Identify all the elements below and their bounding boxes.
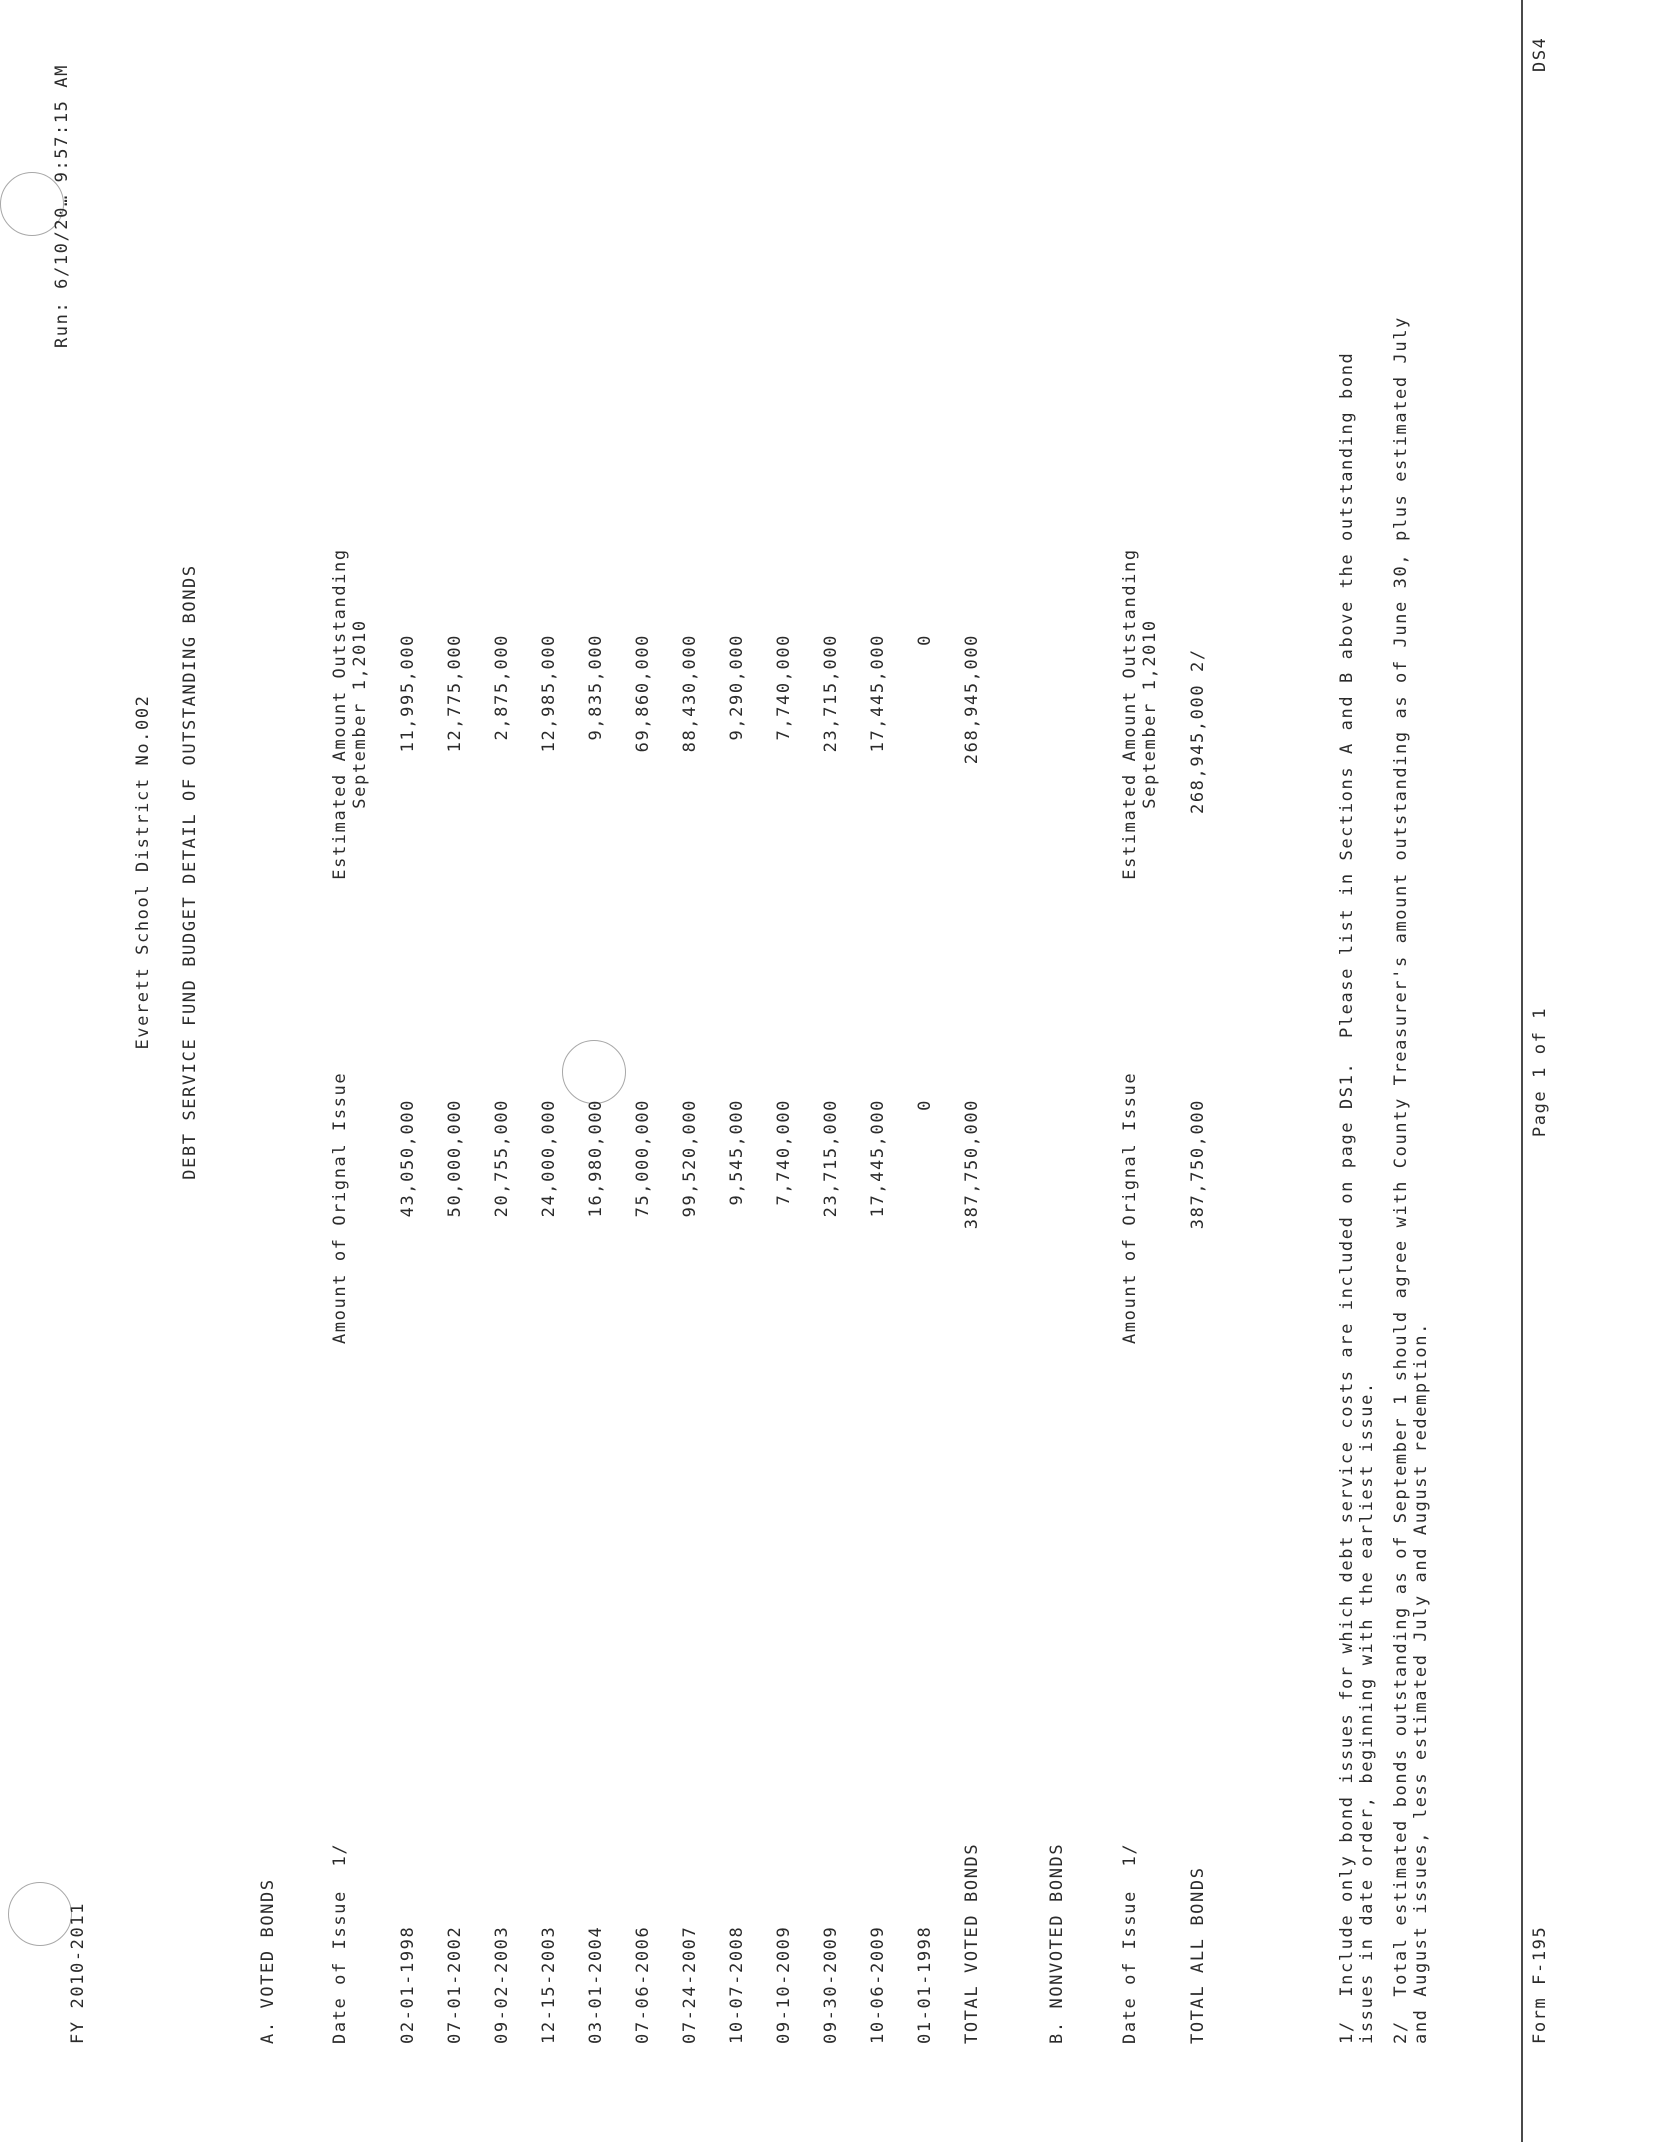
issue-date: 02-01-1998 [398, 1925, 418, 2044]
col-outstanding-header-date-b: September 1,2010 [1140, 619, 1160, 809]
original-amount: 7,740,000 [774, 1099, 794, 1206]
issue-date: 12-15-2003 [539, 1925, 559, 2044]
run-timestamp: Run: 6/10/20… 9:57:15 AM [52, 64, 72, 349]
issue-date: 01-01-1998 [915, 1925, 935, 2044]
total-all-label: TOTAL ALL BONDS [1188, 1866, 1208, 2044]
col-outstanding-header: Estimated Amount Outstanding [330, 548, 350, 880]
section-b-heading: B. NONVOTED BONDS [1047, 1842, 1067, 2044]
total-voted-outstanding: 268,945,000 [962, 634, 982, 765]
district-name: Everett School District No.002 [133, 694, 153, 1050]
total-voted-label: TOTAL VOTED BONDS [962, 1842, 982, 2044]
total-all-row [1188, 644, 1208, 2144]
issue-date: 09-30-2009 [821, 1925, 841, 2044]
issue-date: 03-01-2004 [586, 1925, 606, 2044]
outstanding-amount: 88,430,000 [680, 634, 700, 753]
table-row [586, 634, 606, 2144]
outstanding-amount: 11,995,000 [398, 634, 418, 753]
issue-date: 10-06-2009 [868, 1925, 888, 2044]
original-amount: 16,980,000 [586, 1099, 606, 1218]
page-code: DS4 [1530, 36, 1550, 72]
outstanding-amount: 2,875,000 [492, 634, 512, 741]
table-row [492, 634, 512, 2144]
issue-date: 09-10-2009 [774, 1925, 794, 2044]
table-row [633, 634, 653, 2144]
col-date-header-b: Date of Issue 1/ [1120, 1842, 1140, 2044]
total-all-outstanding: 268,945,000 2/ [1188, 648, 1208, 814]
outstanding-amount: 23,715,000 [821, 634, 841, 753]
original-amount: 24,000,000 [539, 1099, 559, 1218]
original-amount: 99,520,000 [680, 1099, 700, 1218]
outstanding-amount: 17,445,000 [868, 634, 888, 753]
footnote-2-line-2: and August issues, less estimated July and August redemption. [1411, 1322, 1431, 2044]
report-title: DEBT SERVICE FUND BUDGET DETAIL OF OUTSTANDING BONDS [180, 564, 200, 1180]
outstanding-amount: 9,290,000 [727, 634, 747, 741]
original-amount: 75,000,000 [633, 1099, 653, 1218]
total-all-original: 387,750,000 [1188, 1099, 1208, 1230]
original-amount: 0 [915, 1099, 935, 1111]
outstanding-amount: 0 [915, 634, 935, 646]
issue-date: 07-24-2007 [680, 1925, 700, 2044]
outstanding-amount: 69,860,000 [633, 634, 653, 753]
col-outstanding-header-b: Estimated Amount Outstanding [1120, 548, 1140, 880]
total-voted-original: 387,750,000 [962, 1099, 982, 1230]
fiscal-year: FY 2010-2011 [68, 1901, 88, 2044]
form-number: Form F-195 [1530, 1925, 1550, 2044]
original-amount: 43,050,000 [398, 1099, 418, 1218]
issue-date: 10-07-2008 [727, 1925, 747, 2044]
original-amount: 9,545,000 [727, 1099, 747, 1206]
table-row [774, 634, 794, 2144]
issue-date: 09-02-2003 [492, 1925, 512, 2044]
table-row [539, 634, 559, 2144]
original-amount: 17,445,000 [868, 1099, 888, 1218]
col-outstanding-header-date: September 1,2010 [350, 619, 370, 809]
col-original-header: Amount of Orignal Issue [330, 1071, 350, 1344]
original-amount: 23,715,000 [821, 1099, 841, 1218]
issue-date: 07-01-2002 [445, 1925, 465, 2044]
table-row [398, 634, 418, 2144]
issue-date: 07-06-2006 [633, 1925, 653, 2044]
table-row [727, 634, 747, 2144]
outstanding-amount: 12,985,000 [539, 634, 559, 753]
table-row [680, 634, 700, 2144]
section-a-heading: A. VOTED BONDS [258, 1878, 278, 2044]
table-row [445, 634, 465, 2144]
outstanding-amount: 12,775,000 [445, 634, 465, 753]
table-row [915, 634, 935, 2144]
outstanding-amount: 7,740,000 [774, 634, 794, 741]
footnote-2-line-1: 2/ Total estimated bonds outstanding as of September 1 should agree with County Treasurer's amount outstanding as of June 30, plus estimated July [1391, 316, 1411, 2044]
col-date-header: Date of Issue 1/ [330, 1842, 350, 2044]
page-number: Page 1 of 1 [1530, 1006, 1550, 1138]
footnote-1-line-2: issues in date order, beginning with the earliest issue. [1357, 1381, 1377, 2044]
table-row [821, 634, 841, 2144]
original-amount: 20,755,000 [492, 1099, 512, 1218]
footer-rule [1521, 0, 1523, 2142]
col-original-header-b: Amount of Orignal Issue [1120, 1071, 1140, 1344]
footnote-1-line-1: 1/ Include only bond issues for which debt service costs are included on page DS1. Please list in Sections A and B above the outstanding bond [1337, 351, 1357, 2044]
table-row [868, 634, 888, 2144]
total-voted-row [962, 634, 982, 2144]
outstanding-amount: 9,835,000 [586, 634, 606, 741]
original-amount: 50,000,000 [445, 1099, 465, 1218]
